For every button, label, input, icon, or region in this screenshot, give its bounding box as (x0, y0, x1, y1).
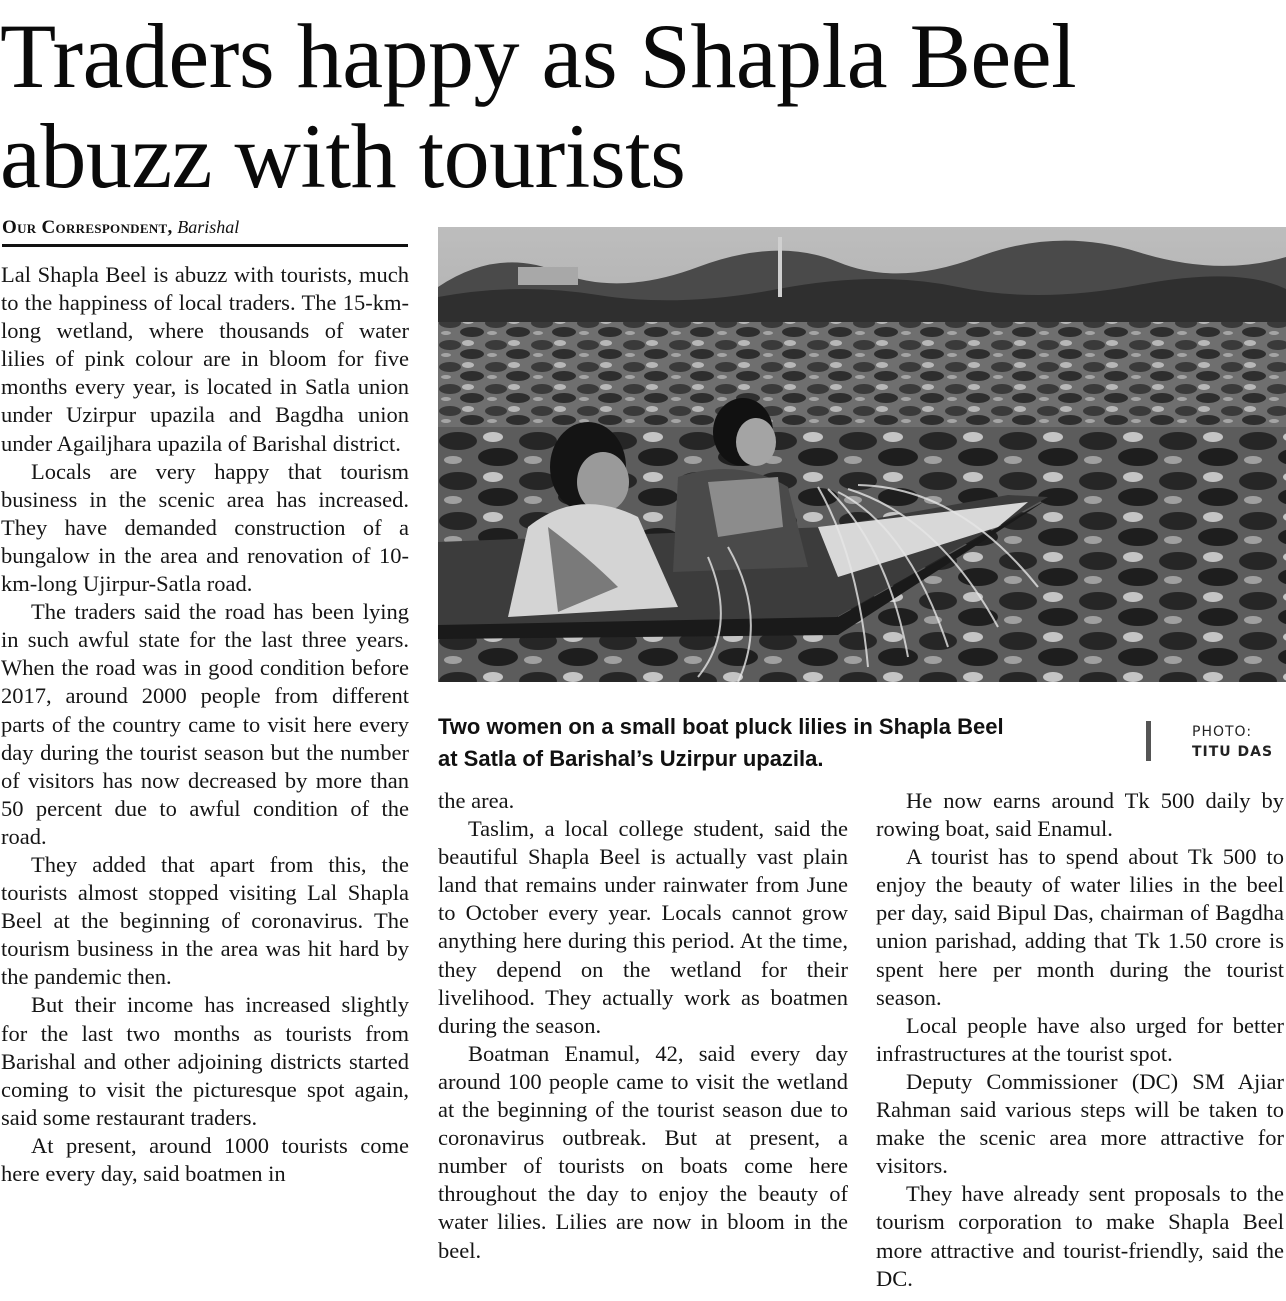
headline-line-1: Traders happy as Shapla Beel (0, 5, 1077, 107)
caption-line-1: Two women on a small boat pluck lilies in Shapla Beel (438, 714, 1004, 739)
news-photo (438, 227, 1286, 682)
headline-line-2: abuzz with tourists (0, 105, 686, 207)
article-paragraph: Locals are very happy that tourism business in the scenic area has increased. They have demanded construction of a bungalow in the area and renovation of 10-km-long Ujirpur-Satla road. (1, 458, 409, 597)
article-paragraph: Taslim, a local college student, said the beautiful Shapla Beel is actually vast plain land that remains under rainwater from June to October every year. Locals cannot grow anything here during this period. At the time, they depend on the wetland for their livelihood. They actually work as boatmen during the season. (438, 816, 848, 1038)
caption-line-2: at Satla of Barishal’s Uzirpur upazila. (438, 746, 824, 771)
article-paragraph: They added that apart from this, the tourists almost stopped visiting Lal Shapla Beel at the beginning of coronavirus. The tourism business in the area was hit hard by the pandemic then. (1, 851, 409, 990)
article-paragraph: The traders said the road has been lying in such awful state for the last three years. When the road was in good condition before 2017, around 2000 people from different parts of the country came to visit here every day during the tourist season but the number of visitors has now decreased by more than 50 percent due to awful condition of the road. (1, 599, 409, 849)
photo-caption (438, 711, 1128, 775)
article-paragraph: Lal Shapla Beel is abuzz with tourists, much to the happiness of local traders. The 15-km-long wetland, where thousands of water lilies of pink colour are in bloom for five months every year, is located in Satla union under Uzirpur upazila and Bagdha union under Agailjhara upazila of Barishal district. (1, 262, 409, 456)
article-paragraph: At present, around 1000 tourists come here every day, said boatmen in (1, 1132, 409, 1186)
byline (2, 215, 408, 247)
article-paragraph: Deputy Commissioner (DC) SM Ajiar Rahman said various steps will be taken to make the scenic area more attractive for visitors. (876, 1068, 1284, 1179)
article-paragraph: He now earns around Tk 500 daily by rowing boat, said Enamul. (876, 788, 1284, 842)
article-paragraph: A tourist has to spend about Tk 500 to enjoy the beauty of water lilies in the beel per day, said Bipul Das, chairman of Bagdha union parishad, adding that Tk 1.50 crore is spent here per month during the tourist season. (876, 844, 1284, 1010)
boat-lilies-photo (438, 227, 1286, 682)
headline (0, 6, 1286, 206)
article-paragraph: Local people have also urged for better infrastructures at the tourist spot. (876, 1012, 1284, 1066)
article-column-1 (1, 261, 409, 1188)
article-column-2 (438, 787, 848, 1265)
article-paragraph: But their income has increased slightly for the last two months as tourists from Barishal and other adjoining districts started coming to visit the picturesque spot again, said some restaurant traders. (1, 992, 409, 1130)
article-paragraph: They have already sent proposals to the tourism corporation to make Shapla Beel more attractive and tourist-friendly, said the DC. (876, 1181, 1284, 1291)
byline-location: Barishal (177, 217, 240, 237)
article-paragraph: the area. (438, 788, 515, 813)
byline-correspondent: Our Correspondent, (2, 217, 173, 238)
photo-credit (1192, 722, 1286, 762)
article-paragraph: Boatman Enamul, 42, said every day around 100 people came to visit the wetland at the beginning of the tourist season due to coronavirus outbreak. But at present, a number of tourists on boats come here throughout the day to enjoy the beauty of water lilies. Lilies are now in bloom in the beel. (438, 1040, 848, 1263)
credit-name: TITU DAS (1192, 744, 1274, 760)
credit-divider (1146, 721, 1151, 761)
article-column-3 (876, 787, 1284, 1293)
credit-label: PHOTO: (1192, 724, 1253, 740)
